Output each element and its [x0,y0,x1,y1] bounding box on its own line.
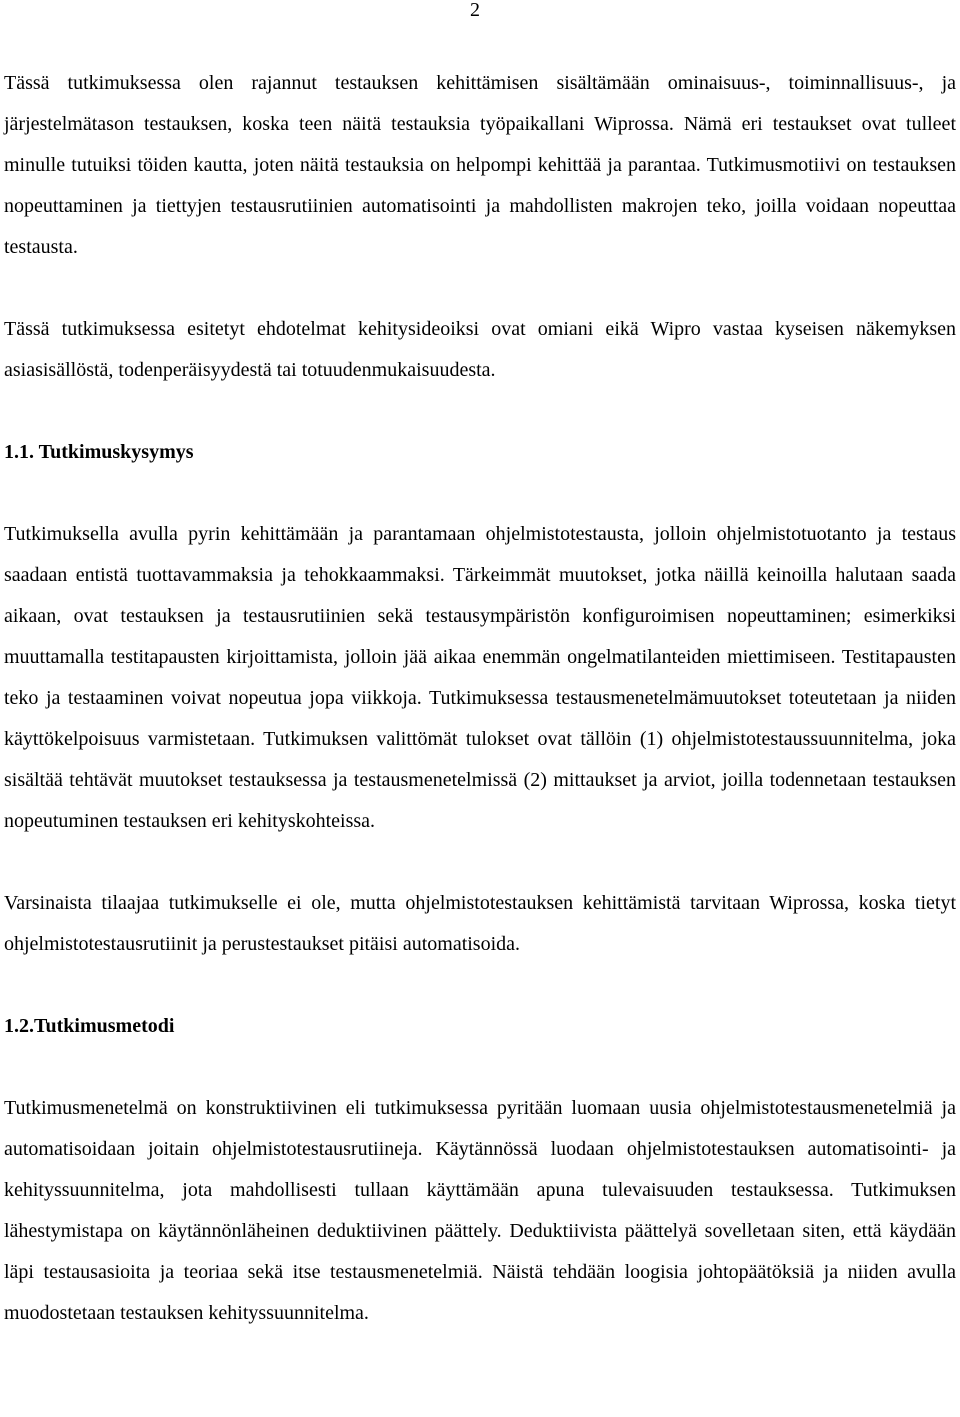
document-body [4,63,956,1334]
page-number: 2 [470,0,480,21]
paragraph-scope: Tässä tutkimuksessa olen rajannut testauksen kehittämisen sisältämään ominaisuus-, toiminnallisuus-, ja järjestelmätason testauksen, koska teen näitä testauksia työpaikallani Wiprossa. Nämä eri testaukset ovat tulleet minulle tutuiksi töiden kautta, joten näitä testauksia on helpompi kehittää ja parantaa. Tutkimusmotiivi on testauksen nopeuttaminen ja tiettyjen testausrutiinien automatisointi ja mahdollisten makrojen teko, joilla voidaan nopeuttaa testausta. [4,72,956,258]
paragraph-research-question: Tutkimuksella avulla pyrin kehittämään ja parantamaan ohjelmistotestausta, jolloin ohjelmistotuotanto ja testaus saadaan entistä tuottavammaksia ja tehokkaammaksi. Tärkeimmät muutokset, jotka näillä keinoilla halutaan saada aikaan, ovat testauksen ja testausrutiinien sekä testausympäristön konfiguroimisen nopeuttaminen; esimerkiksi muuttamalla testitapausten kirjoittamista, jolloin jää aikaa enemmän ongelmatilanteiden miettimiseen. Testitapausten teko ja testaaminen voivat nopeutua jopa viikkoja. Tutkimuksessa testausmenetelmämuutokset toteutetaan ja niiden käyttökelpoisuus varmistetaan. Tutkimuksen valittömät tulokset ovat tällöin (1) ohjelmistotestaussuunnitelma, joka sisältää tehtävät muutokset testauksessa ja testausmenetelmissä (2) mittaukset ja arviot, joilla todennetaan testauksen nopeutuminen testauksen eri kehityskohteissa. [4,523,956,832]
paragraph-client: Varsinaista tilaajaa tutkimukselle ei ole, mutta ohjelmistotestauksen kehittämistä tarvitaan Wiprossa, koska tietyt ohjelmistotestausrutiinit ja perustestaukset pitäisi automatisoida. [4,892,956,955]
paragraph-disclaimer: Tässä tutkimuksessa esitetyt ehdotelmat kehitysideoiksi ovat omiani eikä Wipro vastaa kyseisen näkemyksen asiasisällöstä, todenperäisyydestä tai totuudenmukaisuudesta. [4,318,956,381]
section-heading-research-method: 1.2.Tutkimusmetodi [4,1015,175,1037]
paragraph-research-method: Tutkimusmenetelmä on konstruktiivinen eli tutkimuksessa pyritään luomaan uusia ohjelmistotestausmenetelmiä ja automatisoidaan joitain ohjelmistotestausrutiineja. Käytännössä luodaan ohjelmistotestauksen automatisointi- ja kehityssuunnitelma, jota mahdollisesti tullaan käyttämään apuna tulevaisuuden testauksessa. Tutkimuksen lähestymistapa on käytännönläheinen deduktiivinen päättely. Deduktiivista päättelyä sovelletaan siten, että käydään läpi testausasioita ja teoriaa sekä itse testausmenetelmiä. Näistä tehdään loogisia johtopäätöksiä ja niiden avulla muodostetaan testauksen kehityssuunnitelma. [4,1097,956,1324]
section-heading-research-question: 1.1. Tutkimuskysymys [4,441,194,463]
